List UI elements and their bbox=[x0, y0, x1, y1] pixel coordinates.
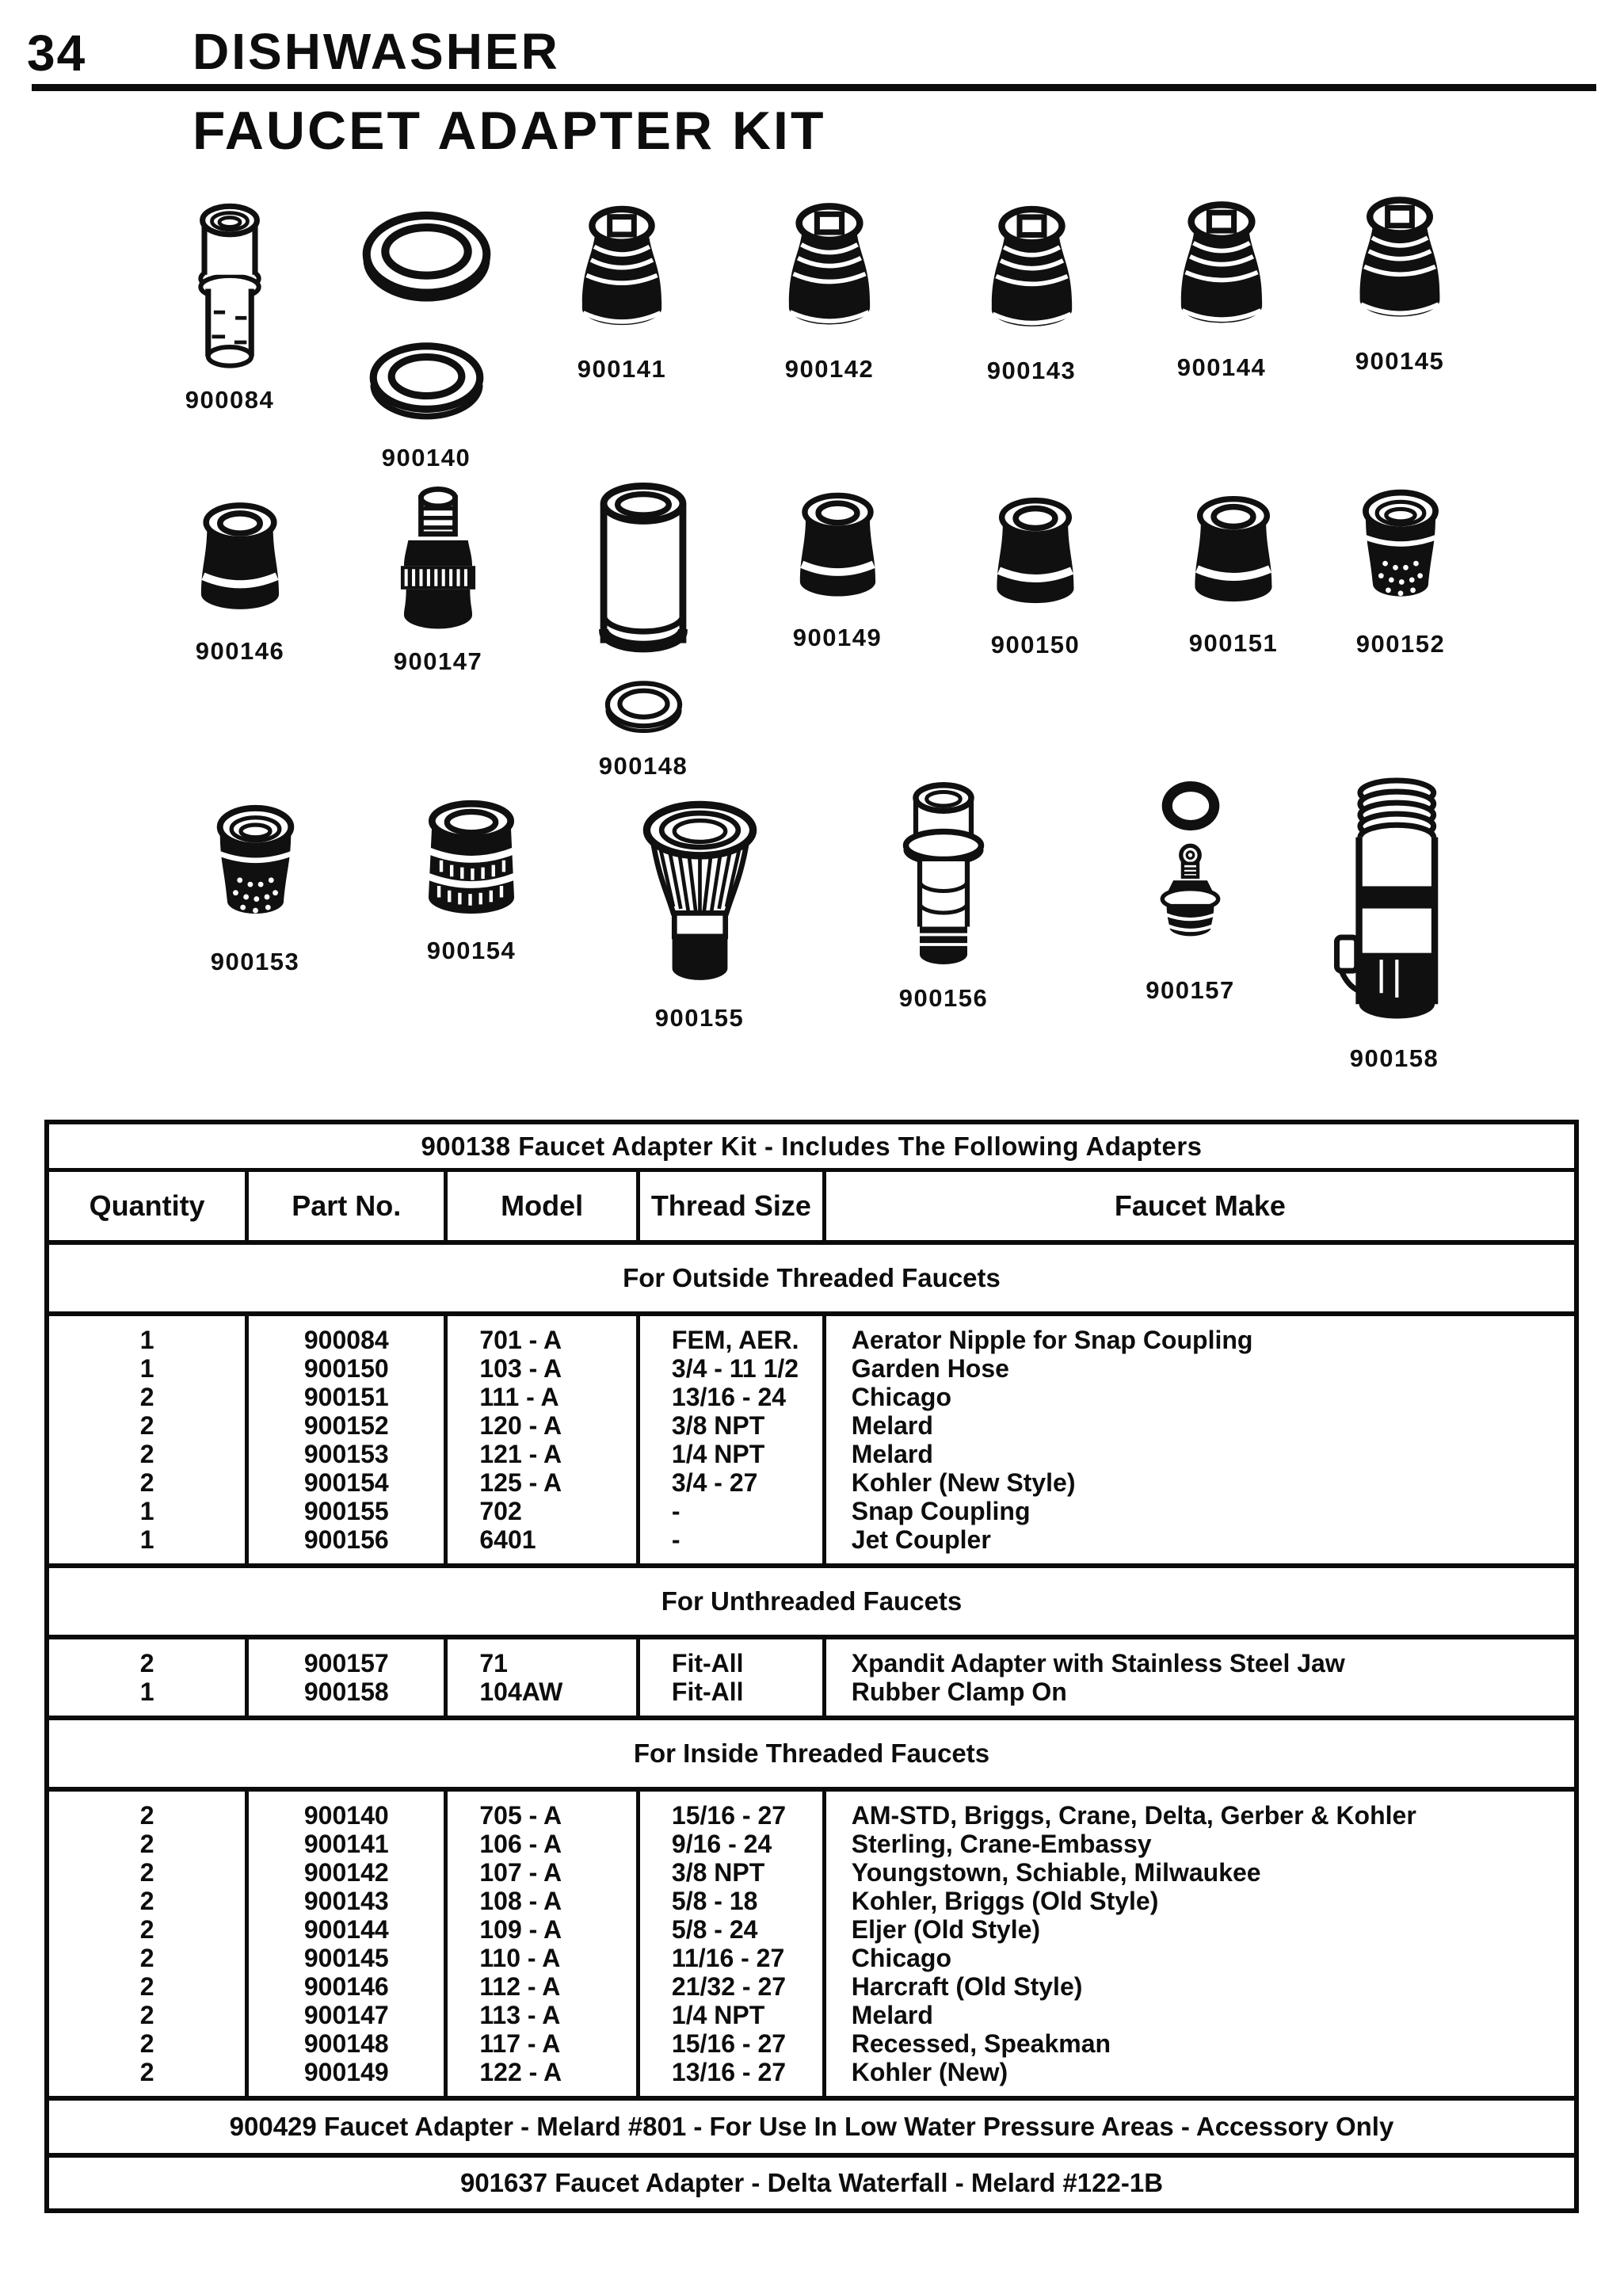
threaded-adapter-illustration bbox=[1344, 189, 1455, 339]
table-cell: 2 bbox=[139, 1411, 154, 1440]
table-cell: 9/16 - 24 bbox=[671, 1830, 772, 1858]
table-cell: 120 - A bbox=[479, 1411, 562, 1440]
table-cell: Jet Coupler bbox=[851, 1525, 991, 1554]
table-cell: 11/16 - 27 bbox=[671, 1944, 785, 1972]
model-column bbox=[448, 1316, 640, 1563]
table-cell: 2 bbox=[139, 1440, 154, 1468]
part-label: 900158 bbox=[1349, 1044, 1439, 1072]
part-label: 900153 bbox=[210, 948, 300, 975]
table-cell: 900153 bbox=[303, 1440, 389, 1468]
table-cell: Fit-All bbox=[671, 1649, 744, 1677]
table-cell: 122 - A bbox=[479, 2058, 562, 2086]
column-header-model: Model bbox=[448, 1172, 640, 1240]
table-cell: 3/4 - 27 bbox=[671, 1468, 758, 1497]
male-thread-adapter-illustration bbox=[379, 485, 497, 639]
part-figure-900154 bbox=[400, 796, 543, 965]
section-heading-inside-threaded: For Inside Threaded Faucets bbox=[49, 1720, 1574, 1792]
table-cell: 125 - A bbox=[479, 1468, 562, 1497]
part-label: 900156 bbox=[898, 984, 989, 1012]
knurled-nut-illustration bbox=[194, 799, 317, 940]
knurled-nut-illustration bbox=[1341, 483, 1460, 622]
part-figure-900147 bbox=[371, 485, 505, 676]
table-cell: Chicago bbox=[851, 1944, 951, 1972]
part-figure-900140 bbox=[355, 198, 497, 472]
table-cell: Melard bbox=[851, 1411, 933, 1440]
table-cell: 705 - A bbox=[479, 1801, 562, 1830]
part-figure-900150 bbox=[968, 490, 1103, 659]
table-cell: 1 bbox=[139, 1497, 154, 1525]
table-column-headers bbox=[49, 1172, 1574, 1245]
table-cell: 900158 bbox=[303, 1677, 389, 1706]
table-cell: 109 - A bbox=[479, 1915, 562, 1944]
part-label: 900148 bbox=[598, 752, 688, 780]
table-cell: 2 bbox=[139, 1383, 154, 1411]
table-cell: 900140 bbox=[303, 1801, 389, 1830]
parts-table bbox=[44, 1120, 1579, 2213]
table-cell: 21/32 - 27 bbox=[671, 1972, 787, 2001]
table-cell: 2 bbox=[139, 1858, 154, 1887]
o-ring-illustration bbox=[1143, 778, 1238, 834]
part-figure-900148 bbox=[572, 480, 715, 781]
table-cell: 2 bbox=[139, 1915, 154, 1944]
table-cell: 3/4 - 11 1/2 bbox=[671, 1354, 799, 1383]
table-cell: 900149 bbox=[303, 2058, 389, 2086]
part-label: 900150 bbox=[990, 631, 1081, 658]
thread-size-column bbox=[640, 1792, 826, 2096]
part-figure-900152 bbox=[1329, 483, 1472, 658]
part-label: 900142 bbox=[784, 355, 875, 383]
part-label: 900084 bbox=[185, 386, 275, 414]
sleeve-adapter-illustration bbox=[576, 480, 711, 666]
part-figure-900151 bbox=[1166, 488, 1301, 658]
part-label: 900147 bbox=[393, 647, 483, 675]
section-heading-outside-threaded: For Outside Threaded Faucets bbox=[49, 1245, 1574, 1316]
faucet-make-column bbox=[826, 1639, 1574, 1716]
table-cell: 2 bbox=[139, 1649, 154, 1677]
table-cell: 900154 bbox=[303, 1468, 389, 1497]
jet-coupler-illustration bbox=[880, 778, 1007, 976]
table-cell: 1/4 NPT bbox=[671, 2001, 765, 2029]
table-cell: Kohler, Briggs (Old Style) bbox=[851, 1887, 1159, 1915]
table-cell: 1 bbox=[139, 1677, 154, 1706]
footnote-901637: 901637 Faucet Adapter - Delta Waterfall - Melard #122-1B bbox=[459, 2168, 1164, 2197]
table-cell: 6401 bbox=[479, 1525, 536, 1554]
table-cell: FEM, AER. bbox=[671, 1326, 799, 1354]
table-cell: 2 bbox=[139, 1468, 154, 1497]
part-label: 900151 bbox=[1188, 629, 1279, 657]
washer-illustration bbox=[361, 333, 492, 436]
part-label: 900141 bbox=[577, 355, 667, 383]
table-cell: 900144 bbox=[303, 1915, 389, 1944]
cup-adapter-illustration bbox=[185, 494, 295, 629]
table-cell: 701 - A bbox=[479, 1326, 562, 1354]
table-cell: 2 bbox=[139, 1830, 154, 1858]
table-title: 900138 Faucet Adapter Kit - Includes The Following Adapters bbox=[49, 1124, 1574, 1172]
table-cell: Aerator Nipple for Snap Coupling bbox=[851, 1326, 1253, 1354]
cup-adapter-illustration bbox=[784, 485, 891, 616]
table-cell: Melard bbox=[851, 1440, 933, 1468]
table-cell: 3/8 NPT bbox=[671, 1411, 765, 1440]
table-cell: 900142 bbox=[303, 1858, 389, 1887]
washer-illustration bbox=[582, 674, 705, 744]
threaded-adapter-illustration bbox=[974, 198, 1089, 349]
table-cell: 900141 bbox=[303, 1830, 389, 1858]
table-cell: 117 - A bbox=[479, 2029, 561, 2058]
quantity-column bbox=[49, 1316, 249, 1563]
table-cell: 900156 bbox=[303, 1525, 389, 1554]
table-cell: 108 - A bbox=[479, 1887, 562, 1915]
table-cell: 5/8 - 24 bbox=[671, 1915, 758, 1944]
table-cell: 900143 bbox=[303, 1887, 389, 1915]
table-cell: AM-STD, Briggs, Crane, Delta, Gerber & Kohler bbox=[851, 1801, 1416, 1830]
table-cell: 2 bbox=[139, 2001, 154, 2029]
part-figure-900156 bbox=[868, 778, 1019, 1013]
xpandit-adapter-illustration bbox=[1137, 842, 1244, 968]
table-cell: - bbox=[671, 1525, 680, 1554]
table-cell: Harcraft (Old Style) bbox=[851, 1972, 1083, 2001]
column-header-faucet-make: Faucet Make bbox=[1114, 1189, 1286, 1222]
table-cell: 900151 bbox=[303, 1383, 389, 1411]
part-label: 900149 bbox=[792, 624, 883, 651]
table-cell: 110 - A bbox=[479, 1944, 561, 1972]
table-cell: 13/16 - 24 bbox=[671, 1383, 787, 1411]
part-figure-900145 bbox=[1332, 189, 1467, 376]
part-no-column bbox=[249, 1316, 448, 1563]
table-cell: 112 - A bbox=[479, 1972, 561, 2001]
table-cell: 107 - A bbox=[479, 1858, 562, 1887]
table-cell: Eljer (Old Style) bbox=[851, 1915, 1041, 1944]
part-label: 900157 bbox=[1146, 976, 1235, 1004]
section-rows-outside-threaded bbox=[49, 1316, 1574, 1568]
part-label: 900146 bbox=[195, 637, 285, 665]
part-label: 900140 bbox=[381, 444, 471, 471]
part-label: 900143 bbox=[986, 357, 1077, 384]
page-title: FAUCET ADAPTER KIT bbox=[193, 101, 826, 161]
table-cell: 2 bbox=[139, 1972, 154, 2001]
table-cell: 2 bbox=[139, 1801, 154, 1830]
table-cell: 15/16 - 27 bbox=[671, 2029, 787, 2058]
part-figure-900157 bbox=[1125, 778, 1256, 1005]
part-figure-900142 bbox=[762, 195, 897, 384]
part-figure-900158 bbox=[1307, 775, 1481, 1073]
threaded-adapter-illustration bbox=[566, 198, 677, 347]
table-cell: 121 - A bbox=[479, 1440, 562, 1468]
thread-size-column bbox=[640, 1639, 826, 1716]
table-cell: Xpandit Adapter with Stainless Steel Jaw bbox=[851, 1649, 1345, 1677]
part-label: 900152 bbox=[1355, 630, 1446, 658]
table-cell: 106 - A bbox=[479, 1830, 562, 1858]
part-label: 900145 bbox=[1355, 347, 1445, 375]
column-header-quantity: Quantity bbox=[49, 1172, 249, 1240]
table-cell: 900084 bbox=[303, 1326, 389, 1354]
table-cell: 15/16 - 27 bbox=[671, 1801, 787, 1830]
part-figure-900141 bbox=[555, 198, 689, 384]
table-cell: Recessed, Speakman bbox=[851, 2029, 1111, 2058]
table-cell: 1/4 NPT bbox=[671, 1440, 765, 1468]
table-cell: Snap Coupling bbox=[851, 1497, 1031, 1525]
table-cell: Youngstown, Schiable, Milwaukee bbox=[851, 1858, 1261, 1887]
table-cell: Rubber Clamp On bbox=[851, 1677, 1067, 1706]
part-figure-900155 bbox=[616, 794, 783, 1032]
table-cell: 2 bbox=[139, 2058, 154, 2086]
column-header-thread-size: Thread Size bbox=[640, 1172, 826, 1240]
table-cell: 900155 bbox=[303, 1497, 389, 1525]
table-cell: Kohler (New Style) bbox=[851, 1468, 1076, 1497]
adapter-ring-illustration bbox=[357, 198, 496, 325]
table-cell: Garden Hose bbox=[851, 1354, 1009, 1383]
column-header-part-no: Part No. bbox=[249, 1172, 448, 1240]
table-cell: 900147 bbox=[303, 2001, 389, 2029]
quantity-column bbox=[49, 1639, 249, 1716]
faucet-make-column bbox=[826, 1316, 1574, 1563]
model-column bbox=[448, 1792, 640, 2096]
section-heading-unthreaded: For Unthreaded Faucets bbox=[49, 1568, 1574, 1639]
table-cell: 5/8 - 18 bbox=[671, 1887, 758, 1915]
table-cell: 900148 bbox=[303, 2029, 389, 2058]
table-cell: 900150 bbox=[303, 1354, 389, 1383]
model-column bbox=[448, 1639, 640, 1716]
quantity-column bbox=[49, 1792, 249, 2096]
table-cell: 113 - A bbox=[479, 2001, 561, 2029]
thread-size-column bbox=[640, 1316, 826, 1563]
table-cell: 702 bbox=[479, 1497, 522, 1525]
part-no-column bbox=[249, 1639, 448, 1716]
table-cell: 13/16 - 27 bbox=[671, 2058, 787, 2086]
snap-coupling-illustration bbox=[619, 794, 781, 996]
table-cell: 71 bbox=[479, 1649, 508, 1677]
part-figure-900146 bbox=[173, 494, 307, 666]
table-cell: 1 bbox=[139, 1326, 154, 1354]
table-cell: 104AW bbox=[479, 1677, 563, 1706]
part-label: 900144 bbox=[1176, 353, 1267, 381]
part-no-column bbox=[249, 1792, 448, 2096]
page-number: 34 bbox=[27, 25, 87, 82]
rubber-clamp-on-illustration bbox=[1325, 775, 1464, 1036]
part-figure-900153 bbox=[184, 799, 326, 976]
table-cell: 2 bbox=[139, 1944, 154, 1972]
table-cell: 900152 bbox=[303, 1411, 389, 1440]
table-cell: 900146 bbox=[303, 1972, 389, 2001]
table-cell: 1 bbox=[139, 1354, 154, 1383]
cup-adapter-illustration bbox=[980, 490, 1091, 623]
footnote-900429: 900429 Faucet Adapter - Melard #801 - For Use In Low Water Pressure Areas - Accessory Only bbox=[49, 2101, 1574, 2158]
threaded-adapter-illustration bbox=[1165, 193, 1278, 345]
part-figure-900144 bbox=[1150, 193, 1293, 382]
part-figure-900084 bbox=[162, 200, 297, 414]
section-rows-inside-threaded bbox=[49, 1792, 1574, 2101]
table-cell: Fit-All bbox=[671, 1677, 744, 1706]
category-title: DISHWASHER bbox=[193, 23, 560, 80]
section-rows-unthreaded bbox=[49, 1639, 1574, 1720]
part-label: 900155 bbox=[654, 1004, 745, 1032]
table-cell: 900145 bbox=[303, 1944, 389, 1972]
ribbed-ring-illustration bbox=[409, 796, 534, 929]
table-cell: Sterling, Crane-Embassy bbox=[851, 1830, 1152, 1858]
cup-adapter-illustration bbox=[1177, 488, 1290, 621]
table-cell: 2 bbox=[139, 1887, 154, 1915]
parts-diagram bbox=[0, 0, 1624, 1109]
table-cell: - bbox=[671, 1497, 680, 1525]
faucet-make-column bbox=[826, 1792, 1574, 2096]
part-figure-900143 bbox=[960, 198, 1103, 385]
table-cell: 111 - A bbox=[479, 1383, 559, 1411]
table-cell: 3/8 NPT bbox=[671, 1858, 765, 1887]
table-cell: 103 - A bbox=[479, 1354, 562, 1383]
table-cell: 900157 bbox=[303, 1649, 389, 1677]
table-cell: Melard bbox=[851, 2001, 933, 2029]
table-cell: Chicago bbox=[851, 1383, 951, 1411]
aerator-nipple-illustration bbox=[182, 200, 277, 378]
table-cell: Kohler (New) bbox=[851, 2058, 1008, 2086]
table-cell: 2 bbox=[139, 2029, 154, 2058]
part-figure-900149 bbox=[770, 485, 905, 652]
table-cell: 1 bbox=[139, 1525, 154, 1554]
threaded-adapter-illustration bbox=[773, 195, 886, 347]
part-label: 900154 bbox=[426, 937, 517, 964]
